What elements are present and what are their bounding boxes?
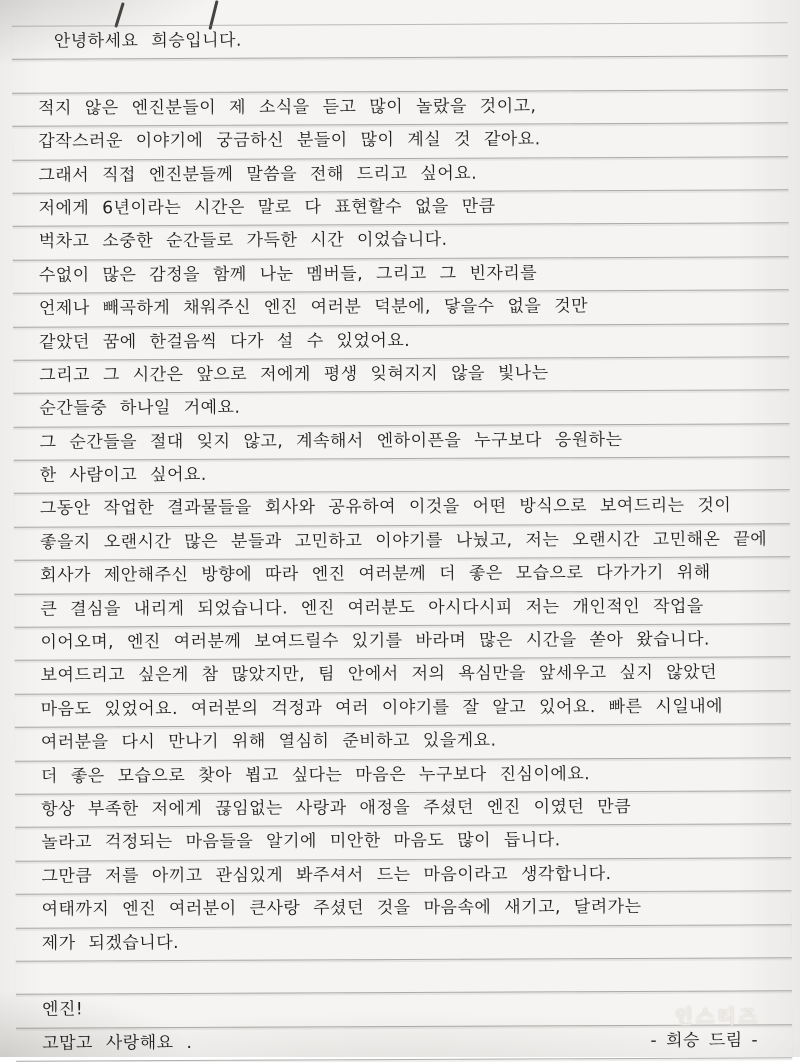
letter-line: 한 사람이고 싶어요. [14,457,790,494]
closing-thanks: 고맙고 사랑해요 . [42,1032,193,1054]
letter-line: 좋을지 오랜시간 많은 분들과 고민하고 이야기를 나눴고, 저는 오랜시간 고민해온 끝에 [14,524,790,561]
letter-line: 항상 부족한 저에게 끊임없는 사랑과 애정을 주셨던 엔진 이였던 만큼 [15,791,791,828]
letter-line: 그동안 작업한 결과물들을 회사와 공유하여 이것을 어떤 방식으로 보여드리는 것이 [14,491,790,528]
letter-line: 벅차고 소중한 순간들로 가득한 시간 이었습니다. [13,224,789,261]
letter-line: 그래서 직접 엔진분들께 말씀을 전해 드리고 싶어요. [12,157,788,194]
ruled-paper [12,22,793,1061]
letter-line: 회사가 제안해주신 방향에 따라 엔진 여러분께 더 좋은 모습으로 다가가기 위해 [14,558,790,595]
letter-line: 순간들중 하나일 거예요. [13,391,789,428]
signature: - 희승 드림 - [650,1030,759,1051]
letter-line: 같았던 꿈에 한걸음씩 다가 설 수 있었어요. [13,324,789,361]
letter-line: 그리고 그 시간은 앞으로 저에게 평생 잊혀지지 않을 빛나는 [13,357,789,394]
letter-line: 그 순간들을 절대 잊지 않고, 계속해서 엔하이픈을 누구보다 응원하는 [13,424,789,461]
letter-line: 언제나 빼곡하게 채워주신 엔진 여러분 덕분에, 닿을수 없을 것만 [13,290,789,327]
site-watermark: 인스티즈 [674,1006,760,1028]
letter-line: 저에게 6년이라는 시간은 말로 다 표현할수 없을 만큼 [12,190,788,227]
blank-ruled-line [12,57,788,94]
blank-ruled-line [16,958,792,995]
letter-line: 큰 결심을 내리게 되었습니다. 엔진 여러분도 아시다시피 저는 개인적인 작업을 [14,591,790,628]
letter-line: 그만큼 저를 아끼고 관심있게 봐주셔서 드는 마음이라고 생각합니다. [15,858,791,895]
letter-line: 여태까지 엔진 여러분이 큰사랑 주셨던 것을 마음속에 새기고, 달려가는 [16,891,792,928]
letter-line: 보여드리고 싶은게 참 많았지만, 팀 안에서 저의 욕심만을 앞세우고 싶지 않았던 [15,658,791,695]
letter-line: 마음도 있었어요. 여러분의 걱정과 여러 이야기를 잘 알고 있어요. 빠른 시일내에 [15,691,791,728]
letter-line: 놀라고 걱정되는 마음들을 알기에 미안한 마음도 많이 듭니다. [15,825,791,862]
letter-line: 수없이 많은 감정을 함께 나눈 멤버들, 그리고 그 빈자리를 [13,257,789,294]
letter-line: 여러분을 다시 만나기 위해 열심히 준비하고 있을게요. [15,725,791,762]
letter-line: 갑작스러운 이야기에 궁금하신 분들이 많이 계실 것 같아요. [12,123,788,160]
letter-line: 제가 되겠습니다. [16,925,792,962]
letter-line: 적지 않은 엔진분들이 제 소식을 듣고 많이 놀랐을 것이고, [12,90,788,127]
letter-line: 이어오며, 엔진 여러분께 보여드릴수 있기를 바라며 많은 시간을 쏟아 왔습니다. [14,624,790,661]
greeting-line: 안녕하세요 희승입니다. [12,23,788,60]
closing-shout-line: 엔진! [16,992,792,1029]
letter-line: 더 좋은 모습으로 찾아 뵙고 싶다는 마음은 누구보다 진심이에요. [15,758,791,795]
closing-signature-line [16,1025,792,1062]
stray-pen-mark [114,2,124,28]
